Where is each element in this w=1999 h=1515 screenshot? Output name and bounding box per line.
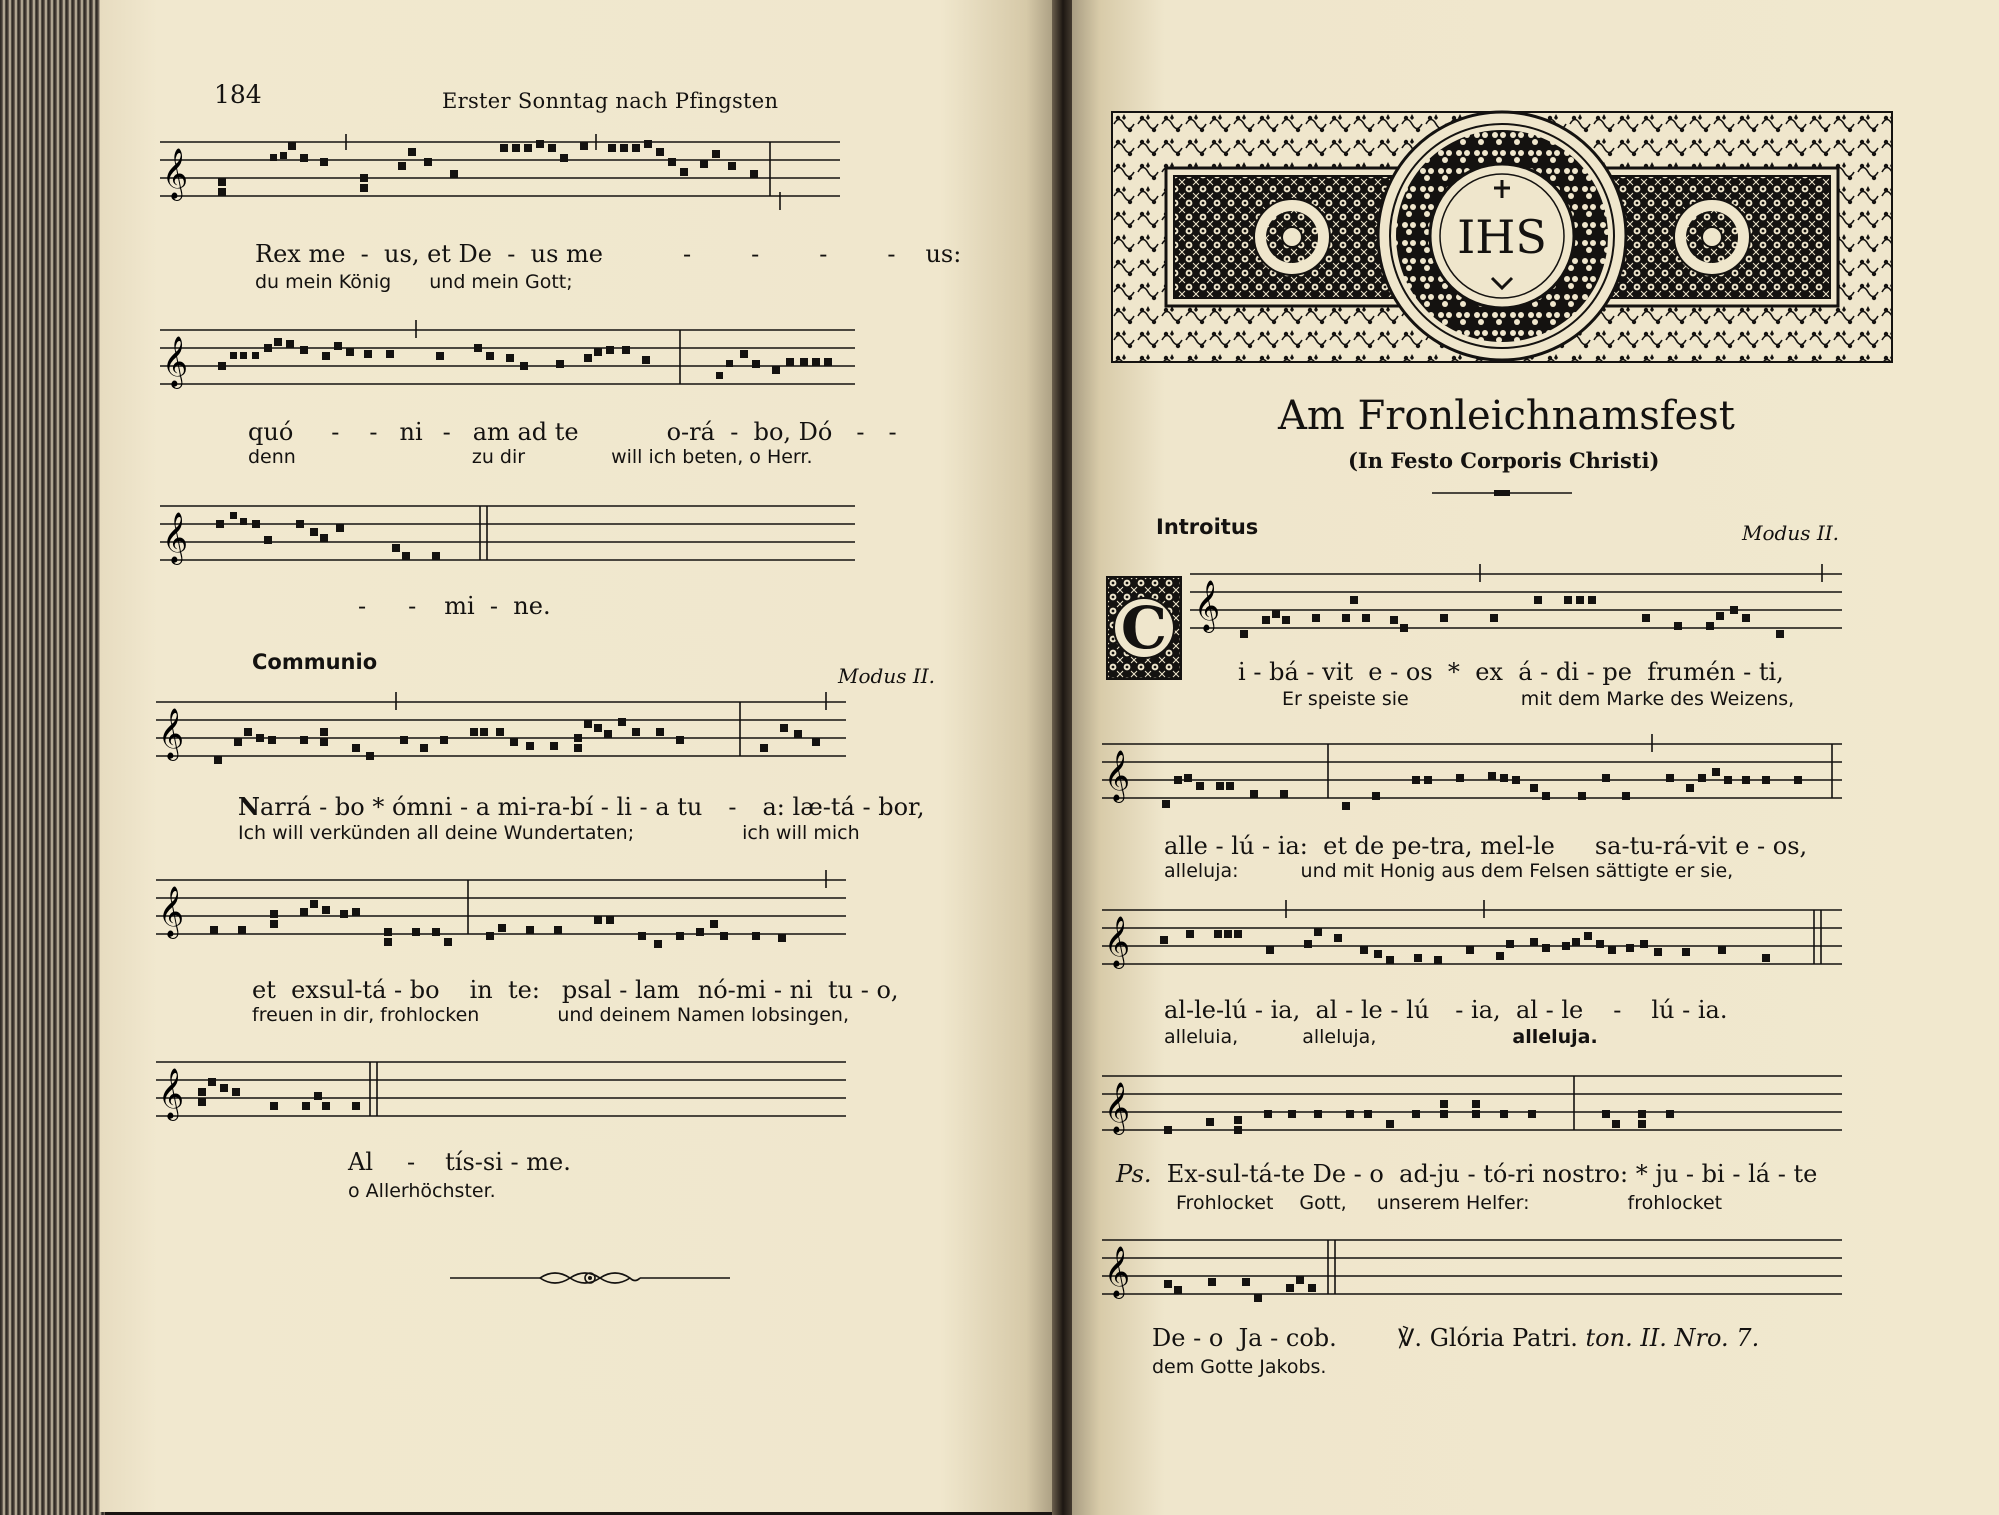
staff: [156, 688, 1016, 798]
latin-text: et exsul-tá - bo in te: psal - lam nó-mi - ni tu - o,: [252, 976, 899, 1004]
svg-text:𝄞: 𝄞: [1104, 750, 1131, 801]
svg-text:𝄞: 𝄞: [162, 148, 189, 199]
latin-text: alle - lú - ia: et de pe-tra, mel-le sa-tu-rá-vit e - os,: [1164, 832, 1808, 860]
latin-text: Ps. Ex-sul-tá-te De - o ad-ju - tó-ri nostro: * ju - bi - lá - te: [1116, 1160, 1818, 1188]
german-translation: alleluja: und mit Honig aus dem Felsen sättigte er sie,: [1164, 860, 1734, 882]
right-page: [1072, 0, 1999, 1515]
svg-text:𝄞: 𝄞: [1104, 1082, 1131, 1133]
left-page: [100, 0, 1055, 1512]
mode-label: Modus II.: [1742, 521, 1839, 545]
staff: [156, 1048, 1016, 1158]
german-translation: freuen in dir, frohlocken und deinem Namen lobsingen,: [252, 1004, 849, 1026]
staff: [1102, 1226, 1882, 1326]
latin-text: Narrá - bo * ómni - a mi-ra-bí - li - a tu - a: læ-tá - bor,: [238, 792, 925, 821]
latin-text: - - mi - ne.: [358, 592, 551, 620]
page-title: Am Fronleichnamsfest: [1278, 393, 1735, 439]
svg-text:C: C: [1120, 594, 1168, 662]
svg-text:𝄞: 𝄞: [1104, 916, 1131, 967]
latin-text: quó - - ni - am ad te o-rá - bo, Dó - -: [248, 418, 897, 446]
versicle: ℣. Glória Patri. ton. II. Nro. 7.: [1398, 1324, 1760, 1352]
mode-label: Modus II.: [838, 664, 935, 688]
german-translation: du mein König und mein Gott;: [255, 271, 573, 293]
section-label: Communio: [252, 650, 378, 674]
svg-text:𝄞: 𝄞: [158, 708, 185, 759]
page-subtitle: (In Festo Corporis Christi): [1348, 448, 1660, 473]
latin-text: De - o Ja - cob.: [1152, 1324, 1337, 1352]
staff: [1102, 1062, 1882, 1162]
section-label: Introitus: [1156, 515, 1259, 539]
german-translation: denn zu dir will ich beten, o Herr.: [248, 446, 813, 468]
latin-text: Al - tís-si - me.: [348, 1148, 571, 1176]
svg-text:𝄞: 𝄞: [162, 336, 189, 387]
latin-text: al-le-lú - ia, al - le - lú - ia, al - le - lú - ia.: [1164, 996, 1728, 1024]
tailpiece-ornament: [450, 1266, 730, 1290]
german-translation: Ich will verkünden all deine Wundertaten; ich will mich: [238, 822, 860, 844]
german-translation: Frohlocket Gott, unserem Helfer: frohlocket: [1176, 1192, 1723, 1214]
page-number: 184: [214, 80, 262, 109]
svg-text:𝄞: 𝄞: [158, 886, 185, 937]
staff: [160, 316, 1020, 416]
german-translation: alleluia, alleluja, alleluja.: [1164, 1026, 1598, 1048]
staff: [1102, 730, 1882, 830]
svg-text:𝄞: 𝄞: [162, 512, 189, 563]
page-edges: [0, 0, 105, 1515]
ihs-monogram: IHS: [1457, 210, 1547, 264]
svg-text:𝄞: 𝄞: [1194, 580, 1221, 631]
staff: [156, 866, 1016, 976]
staff: [1102, 896, 1882, 996]
staff: [160, 490, 1020, 590]
decorated-initial: [1106, 576, 1182, 680]
running-head: Erster Sonntag nach Pfingsten: [442, 89, 779, 113]
svg-text:𝄞: 𝄞: [1104, 1246, 1131, 1297]
staff: [160, 130, 1020, 230]
book-gutter: [1052, 0, 1074, 1515]
header-ornament: [1112, 112, 1892, 362]
title-rule: [1432, 488, 1572, 498]
staff: [1190, 560, 1840, 660]
german-translation: dem Gotte Jakobs.: [1152, 1356, 1327, 1378]
svg-text:𝄞: 𝄞: [158, 1068, 185, 1119]
latin-text: i - bá - vit e - os * ex á - di - pe frumén - ti,: [1238, 658, 1784, 686]
german-translation: Er speiste sie mit dem Marke des Weizens,: [1282, 688, 1795, 710]
latin-text: Rex me - us, et De - us me - - - - us:: [255, 240, 962, 268]
german-translation: o Allerhöchster.: [348, 1180, 496, 1202]
